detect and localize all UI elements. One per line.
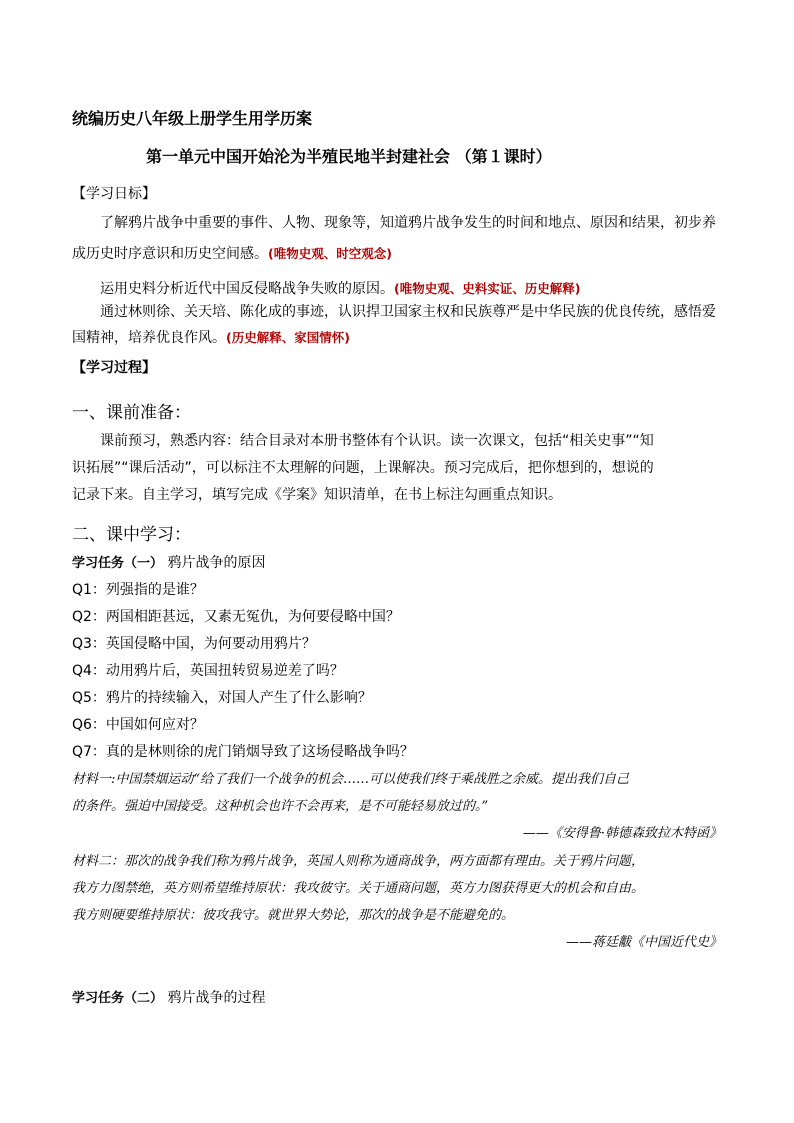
objective-3-tag: (历史解释、家国情怀) xyxy=(226,330,350,345)
task2-heading xyxy=(72,988,722,1009)
task1-heading xyxy=(72,553,722,574)
question-q3: Q3：英国侵略中国，为何要动用鸦片？ xyxy=(72,636,316,652)
material2-line2: 我方力图禁绝，英方则希望维持原状：我攻彼守。关于通商问题，英方力图获得更大的机会和自由。 xyxy=(72,881,645,896)
objectives-heading: 【学习日标】 xyxy=(72,186,156,202)
section1-line1: 课前预习，熟悉内容：结合目录对本册书整体有个认识。读一次课文，包括“相关史事”“知 xyxy=(100,433,654,449)
objective-2-tag: (唯物史观、史料实证、历史解释) xyxy=(394,281,581,296)
objective-3-line1: 通过林则徐、关天培、陈化成的事迹，认识捍卫国家主权和民族尊严是中华民族的优良传统，感悟爱 xyxy=(100,304,716,320)
task1-title: 鸦片战争的原因 xyxy=(167,555,266,571)
section1-heading: 一、课前准备： xyxy=(72,403,191,423)
material2-source: ——蒋廷黻《中国近代史》 xyxy=(565,935,722,950)
objective-1-text: 成历史时序意识和历史空间感。 xyxy=(72,246,268,262)
objective-1-line1: 了解鸦片战争中重要的事件、人物、现象等，知道鸦片战争发生的时间和地点、原因和结果，初步养 xyxy=(100,215,716,231)
process-heading: 【学习过程】 xyxy=(72,360,156,376)
material1-source: ——《安得鲁·韩德森致拉木特函》 xyxy=(522,826,722,841)
material1-line1: 材料一:中国禁烟运动“给了我们一个战争的机会……可以使我们终于乘战胜之余威。提出我们自己 xyxy=(72,772,630,787)
task2-title: 鸦片战争的过程 xyxy=(167,990,266,1006)
question-q6: Q6：中国如何应对？ xyxy=(72,717,204,733)
section1-line3: 记录下来。自主学习，填写完成《学案》知识清单，在书上标注勾画重点知识。 xyxy=(72,487,562,503)
material2-line3: 我方则硬要维持原状：彼攻我守。就世界大势论，那次的战争是不能避免的。 xyxy=(72,908,515,923)
section2-heading: 二、课中学习： xyxy=(72,525,191,545)
section1-line2: 识拓展”“课后活动”，可以标注不太理解的问题，上课解决。预习完成后，把你想到的，想说的 xyxy=(72,460,654,476)
objective-2-text: 运用史料分析近代中国反侵略战争失败的原因。 xyxy=(100,281,394,297)
question-q7: Q7：真的是林则徐的虎门销烟导致了这场侵略战争吗？ xyxy=(72,744,414,760)
material2-line1: 材料二：那次的战争我们称为鸦片战争，英国人则称为通商战争，两方面都有理由。关于鸦片问题， xyxy=(72,854,645,869)
task1-label: 学习任务（一） xyxy=(72,556,164,571)
document-subtitle: 第一单元中国开始沦为半殖民地半封建社会 （第１课时） xyxy=(146,147,552,166)
objective-3-line2 xyxy=(72,328,722,348)
question-q2: Q2：两国相距甚远，又素无冤仇，为何要侵略中国？ xyxy=(72,609,400,625)
material1-line2: 的条件。强迫中国接受。这种机会也许不会再来，是不可能轻易放过的。” xyxy=(72,799,489,814)
objective-2 xyxy=(72,279,722,299)
question-q4: Q4：动用鸦片后，英国扭转贸易逆差了吗？ xyxy=(72,663,344,679)
document-title: 统编历史八年级上册学生用学历案 xyxy=(72,109,313,128)
question-q1: Q1：列强指的是谁？ xyxy=(72,582,204,598)
question-q5: Q5：鸦片的持续输入，对国人产生了什么影响？ xyxy=(72,690,372,706)
task2-label: 学习任务（二） xyxy=(72,991,164,1006)
objective-1-tag: (唯物史观、时空观念) xyxy=(268,246,392,261)
objective-1-line2 xyxy=(72,244,722,264)
objective-3-text: 国精神，培养优良作风。 xyxy=(72,330,226,346)
